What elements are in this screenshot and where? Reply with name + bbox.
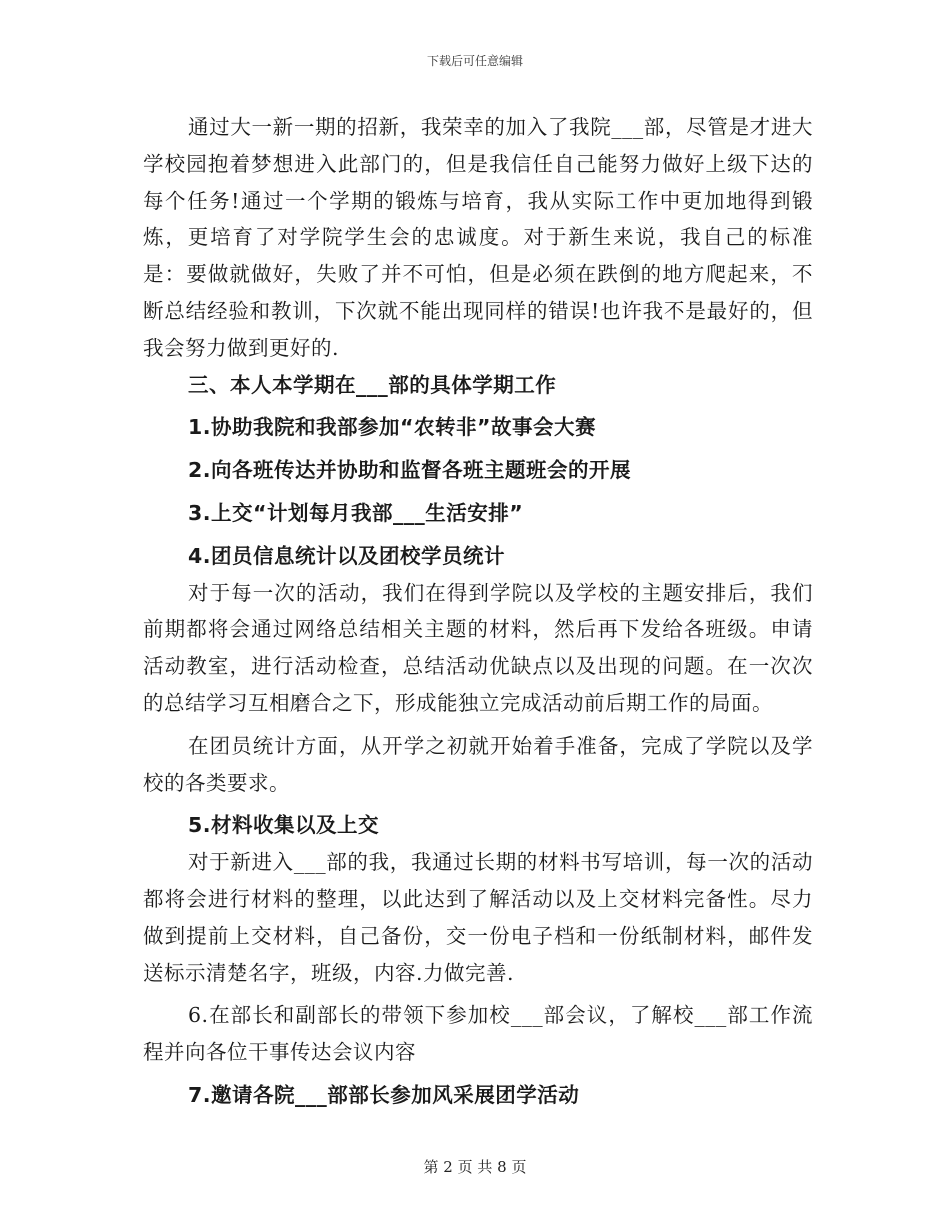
- item-heading-2: 2.向各班传达并协助和监督各班主题班会的开展: [188, 458, 632, 483]
- intro-paragraph: 通过大一新一期的招新，我荣幸的加入了我院___部，尽管是才进大学校园抱着梦想进入此部门的，但是我信任自己能努力做好上级下达的每个任务!通过一个学期的锻炼与培育，我从实际工作中更加地得到锻炼，更培育了对学院学生会的忠诚度。对于新生来说，我自己的标准是：要做就做好，失败了并不可怕，但是必须在跌倒的地方爬起来，不断总结经验和教训，下次就不能出现同样的错误!也许我不是最好的，但我会努力做到更好的.: [143, 115, 813, 360]
- document-body: [143, 109, 813, 1114]
- item-heading-4: 4.团员信息统计以及团校学员统计: [188, 543, 506, 568]
- page-header: 下载后可任意编辑: [426, 54, 523, 68]
- league-paragraph: 在团员统计方面，从开学之初就开始着手准备，完成了学院以及学校的各类要求。: [143, 733, 813, 795]
- item-6-paragraph: 6.在部长和副部长的带领下参加校___部会议，了解校___部工作流程并向各位干事传达会议内容: [143, 1003, 813, 1065]
- item-heading-1: 1.协助我院和我部参加“农转非”故事会大赛: [188, 415, 596, 440]
- page-footer: 第 2 页 共 8 页: [423, 1158, 527, 1176]
- section-heading: 三、本人本学期在___部的具体学期工作: [188, 372, 557, 397]
- item-heading-3: 3.上交“计划每月我部___生活安排”: [188, 500, 524, 525]
- item-heading-7: 7.邀请各院___部部长参加风采展团学活动: [188, 1082, 580, 1107]
- activities-paragraph: 对于每一次的活动，我们在得到学院以及学校的主题安排后，我们前期都将会通过网络总结相关主题的材料，然后再下发给各班级。申请活动教室，进行活动检查，总结活动优缺点以及出现的问题。在一次次的总结学习互相磨合之下，形成能独立完成活动前后期工作的局面。: [143, 580, 813, 715]
- materials-paragraph: 对于新进入___部的我，我通过长期的材料书写培训，每一次的活动都将会进行材料的整理，以此达到了解活动以及上交材料完备性。尽力做到提前上交材料，自己备份，交一份电子档和一份纸制材料，邮件发送标示清楚名字，班级，内容.力做完善.: [143, 850, 813, 985]
- item-heading-5: 5.材料收集以及上交: [188, 813, 380, 838]
